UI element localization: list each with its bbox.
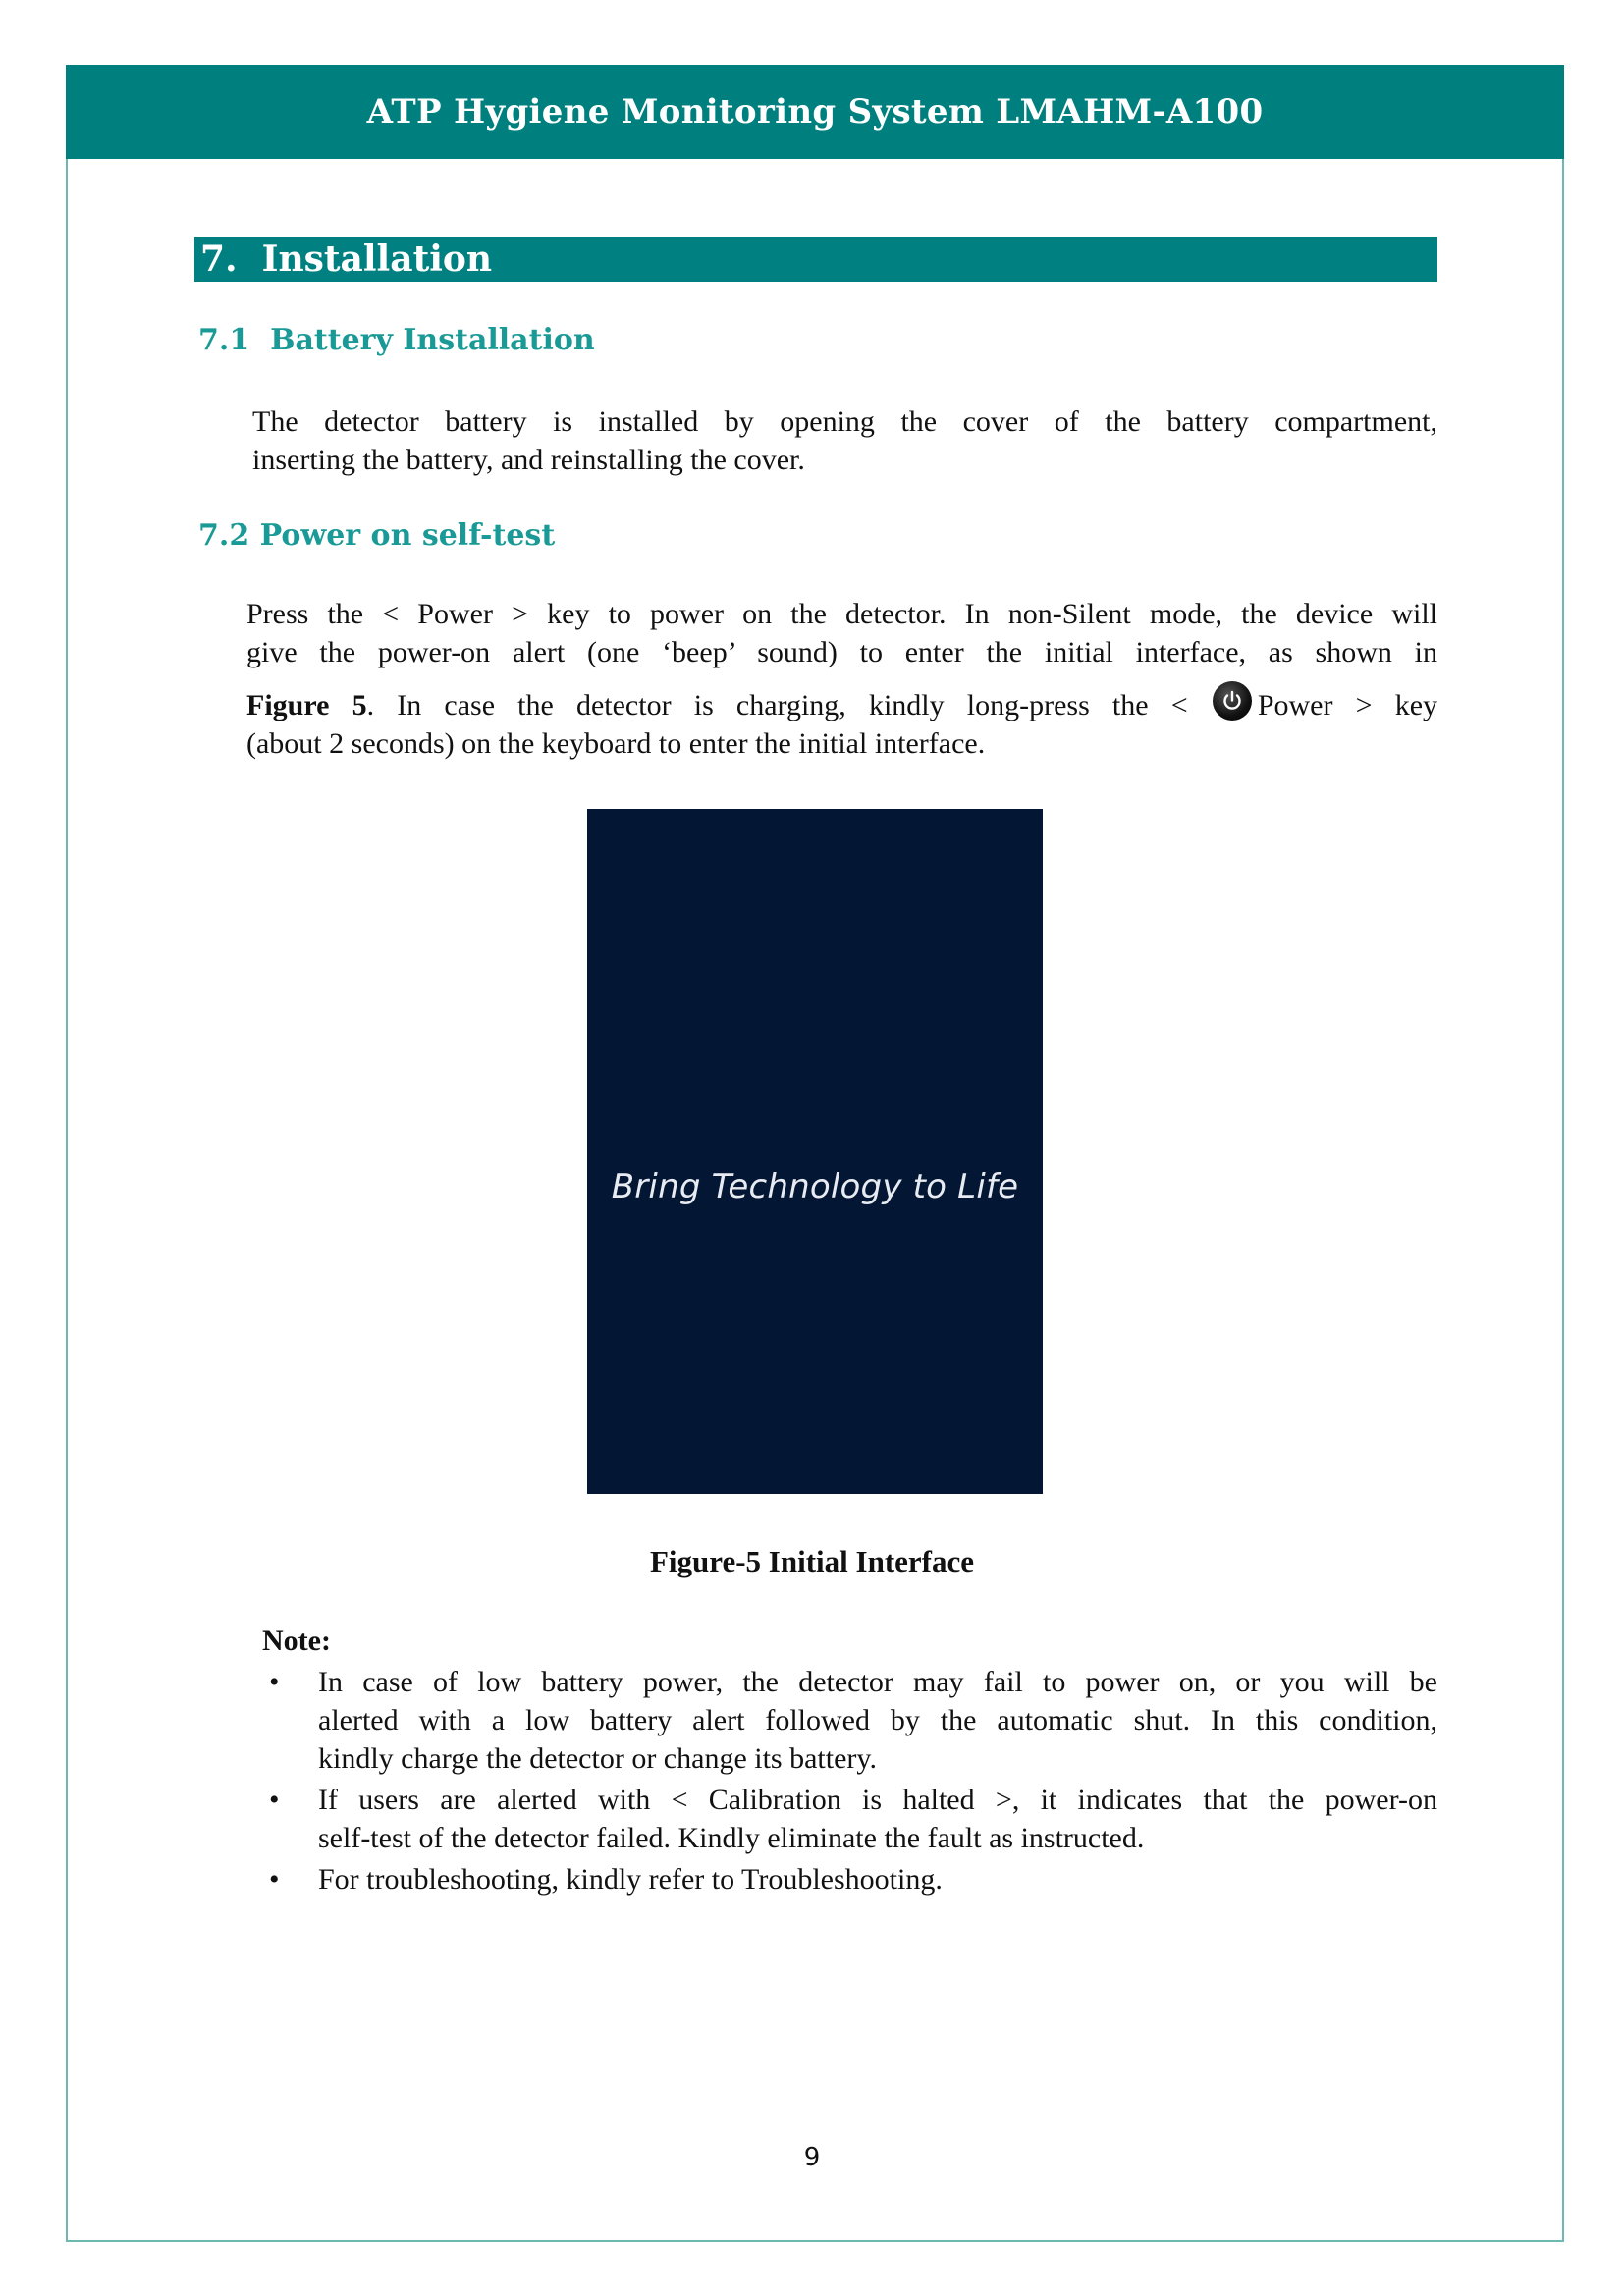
note-item [265, 1781, 1437, 1857]
note-item [265, 1663, 1437, 1778]
note-item-1-line-2: alerted with a low battery alert followed by the automatic shut. In this condition, [318, 1704, 1437, 1736]
battery-line-1: The detector battery is installed by opening the cover of the battery compartment, [252, 405, 1437, 438]
selftest-line-3 [246, 681, 1437, 724]
subsection-heading-selftest: 7.2 Power on self-test [198, 518, 556, 553]
bullet-glyph: • [269, 1863, 280, 1896]
section-heading-bar [194, 237, 1437, 282]
note-label: Note: [262, 1625, 331, 1657]
note-list [265, 1663, 1437, 1901]
selftest-line-3-text-b: Power > key [1257, 689, 1438, 721]
note-item-1-line-3: kindly charge the detector or change its battery. [318, 1742, 877, 1775]
section-title: 7. Installation [200, 239, 493, 280]
figure-reference: Figure 5 [246, 689, 367, 721]
power-icon [1213, 681, 1252, 721]
selftest-line-1: Press the < Power > key to power on the detector. In non-Silent mode, the device will [246, 598, 1437, 630]
page-number: 9 [803, 2143, 821, 2172]
bullet-glyph: • [269, 1666, 280, 1698]
figure-tagline: Bring Technology to Life [611, 1167, 1019, 1206]
selftest-line-3-text-a: . In case the detector is charging, kindly long-press the < [366, 689, 1188, 721]
selftest-line-2: give the power-on alert (one ‘beep’ sound) to enter the initial interface, as shown in [246, 636, 1437, 668]
selftest-paragraph [246, 595, 1437, 763]
battery-line-2: inserting the battery, and reinstalling the cover. [252, 444, 805, 476]
header-title: ATP Hygiene Monitoring System LMAHM-A100 [366, 92, 1264, 132]
header-band [66, 65, 1564, 159]
note-item-1-line-1: In case of low battery power, the detector may fail to power on, or you will be [318, 1666, 1437, 1698]
battery-paragraph [252, 402, 1437, 479]
note-item [265, 1860, 1437, 1898]
subsection-heading-battery: 7.1 Battery Installation [198, 323, 595, 357]
note-item-2-line-2: self-test of the detector failed. Kindly eliminate the fault as instructed. [318, 1822, 1145, 1854]
figure-caption: Figure-5 Initial Interface [649, 1544, 975, 1578]
initial-interface-figure [587, 809, 1043, 1494]
note-item-2-line-1: If users are alerted with < Calibration is halted >, it indicates that the power-on [318, 1784, 1437, 1816]
note-item-3-line-1: For troubleshooting, kindly refer to Troubleshooting. [318, 1863, 943, 1896]
bullet-glyph: • [269, 1784, 280, 1816]
selftest-line-4: (about 2 seconds) on the keyboard to enter the initial interface. [246, 727, 986, 760]
